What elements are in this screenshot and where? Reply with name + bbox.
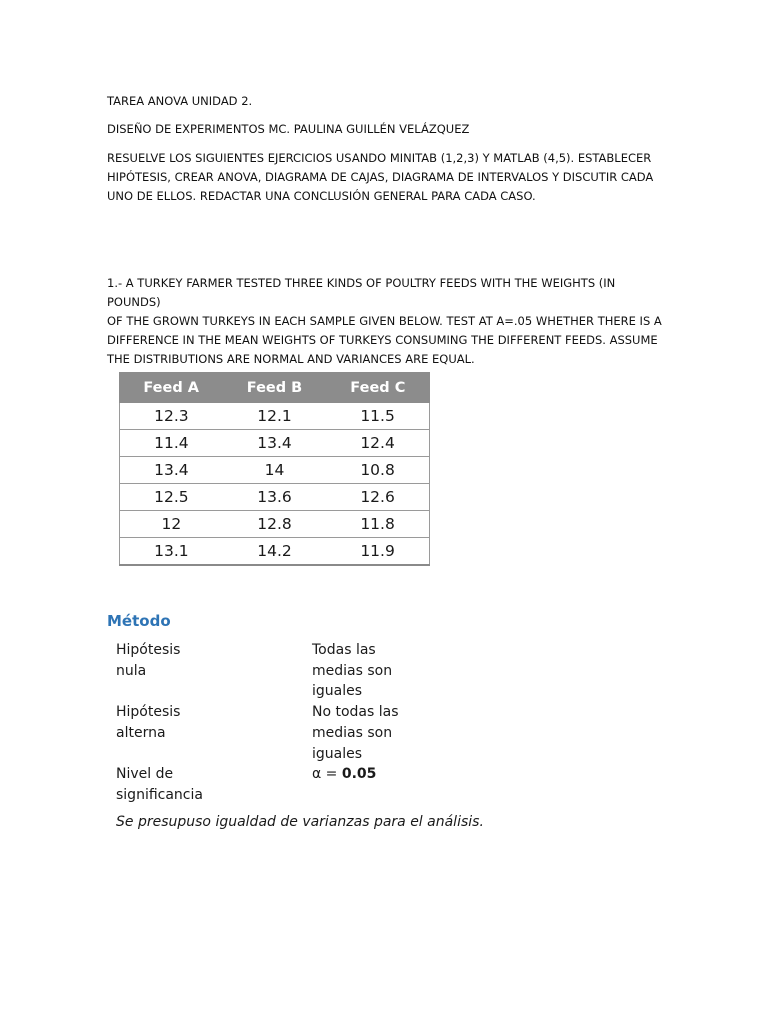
table-cell: 10.8	[326, 457, 429, 484]
method-value: No todas las medias son iguales	[312, 704, 399, 762]
method-label: Nivel de significancia	[116, 766, 203, 803]
method-label: Hipótesis alterna	[116, 704, 181, 741]
instructions-line: UNO DE ELLOS. REDACTAR UNA CONCLUSIÓN GENERAL PARA CADA CASO.	[107, 189, 536, 203]
table-cell: 13.6	[223, 484, 326, 511]
alpha-number: 0.05	[341, 766, 377, 783]
table-row	[120, 403, 430, 430]
table-row	[120, 430, 430, 457]
table-cell: 11.4	[120, 430, 223, 457]
method-table	[116, 640, 416, 806]
table-cell: 12.8	[223, 511, 326, 538]
table-cell: 11.8	[326, 511, 429, 538]
alpha-prefix: α =	[312, 766, 342, 783]
table-cell: 12.1	[223, 403, 326, 430]
table-row	[120, 457, 430, 484]
method-row-alternative-hypothesis	[116, 702, 416, 764]
instructions-paragraph	[107, 149, 667, 206]
table-header-row	[120, 373, 430, 403]
instructions-line: HIPÓTESIS, CREAR ANOVA, DIAGRAMA DE CAJAS, DIAGRAMA DE INTERVALOS Y DISCUTIR CADA	[107, 170, 654, 184]
table-cell: 12	[120, 511, 223, 538]
method-note: Se presupuso igualdad de varianzas para el análisis.	[116, 814, 484, 830]
column-header-feed-c: Feed C	[326, 373, 429, 403]
method-heading: Método	[107, 612, 171, 630]
method-label: Hipótesis nula	[116, 642, 181, 679]
table-cell: 11.9	[326, 538, 429, 566]
problem-line: OF THE GROWN TURKEYS IN EACH SAMPLE GIVEN BELOW. TEST AT A=.05 WHETHER THERE IS A	[107, 314, 662, 328]
table-cell: 14.2	[223, 538, 326, 566]
table-cell: 13.4	[120, 457, 223, 484]
table-row	[120, 538, 430, 566]
instructions-line: RESUELVE LOS SIGUIENTES EJERCICIOS USANDO MINITAB (1,2,3) Y MATLAB (4,5). ESTABLECER	[107, 151, 652, 165]
table-cell: 11.5	[326, 403, 429, 430]
table-cell: 13.1	[120, 538, 223, 566]
alpha-value	[312, 764, 412, 805]
problem-line: DIFFERENCE IN THE MEAN WEIGHTS OF TURKEYS CONSUMING THE DIFFERENT FEEDS. ASSUME	[107, 333, 658, 347]
document-title: TAREA ANOVA UNIDAD 2.	[107, 94, 253, 108]
method-row-null-hypothesis	[116, 640, 416, 702]
document-subtitle: DISEÑO DE EXPERIMENTOS MC. PAULINA GUILLÉN VELÁZQUEZ	[107, 122, 470, 136]
table-cell: 12.6	[326, 484, 429, 511]
table-cell: 12.4	[326, 430, 429, 457]
table-row	[120, 484, 430, 511]
problem-statement	[107, 274, 667, 369]
method-row-significance-level	[116, 764, 416, 805]
table-cell: 14	[223, 457, 326, 484]
problem-line: THE DISTRIBUTIONS ARE NORMAL AND VARIANCES ARE EQUAL.	[107, 352, 475, 366]
feed-weights-table	[119, 372, 430, 566]
table-cell: 12.3	[120, 403, 223, 430]
column-header-feed-a: Feed A	[120, 373, 223, 403]
column-header-feed-b: Feed B	[223, 373, 326, 403]
problem-line: 1.- A TURKEY FARMER TESTED THREE KINDS OF POULTRY FEEDS WITH THE WEIGHTS (IN POUNDS)	[107, 276, 616, 309]
table-cell: 12.5	[120, 484, 223, 511]
table-cell: 13.4	[223, 430, 326, 457]
method-value: Todas las medias son iguales	[312, 642, 393, 700]
table-row	[120, 511, 430, 538]
